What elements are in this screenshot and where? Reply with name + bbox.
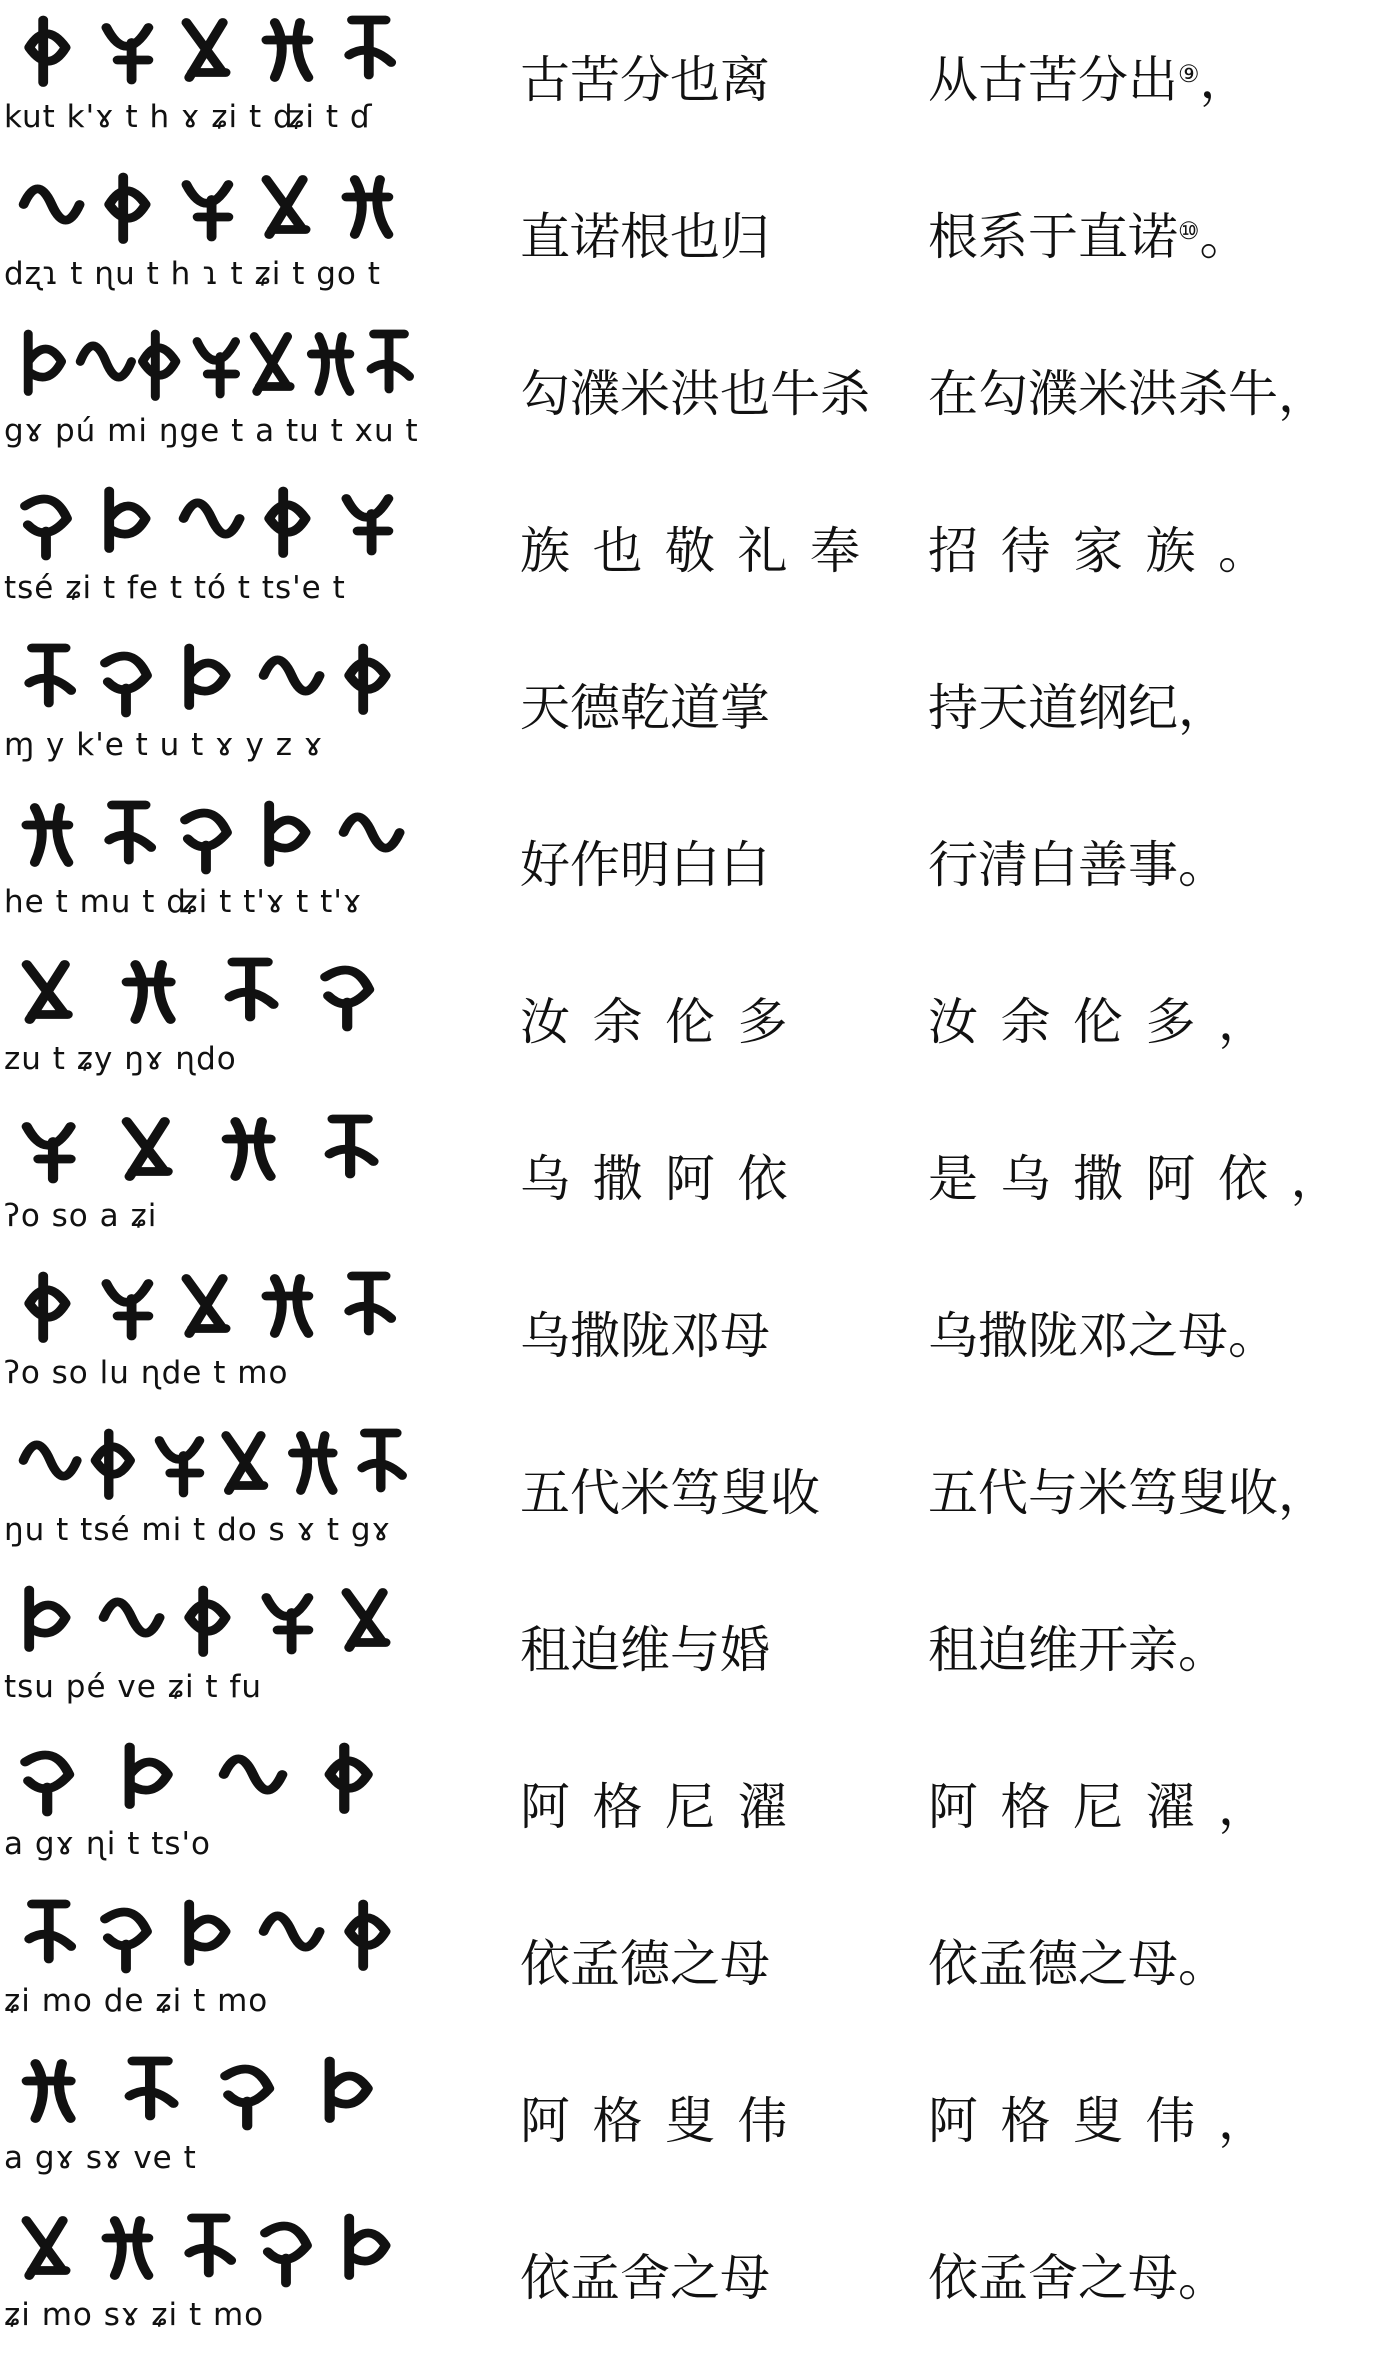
free-translation-text: 持天道纲纪 <box>928 679 1178 737</box>
yi-character <box>130 2061 174 2116</box>
yi-script-glyphs <box>14 2204 434 2288</box>
verse-line <box>0 1727 1384 1884</box>
yi-character <box>104 1602 160 1633</box>
yi-character <box>27 965 68 1020</box>
literal-translation: 阿格叟伟 <box>520 2092 810 2150</box>
verse-line <box>0 314 1384 471</box>
yi-character <box>23 1445 77 1476</box>
literal-translation: 五代米笃叟收 <box>520 1464 820 1522</box>
verse-line <box>0 1413 1384 1570</box>
literal-translation: 族也敬礼奉 <box>520 522 883 580</box>
literal-translation: 租迫维与婚 <box>520 1621 770 1679</box>
verse-line <box>0 0 1384 157</box>
free-translation-text: 汝余伦多 <box>928 993 1218 1051</box>
phonetic-transcription: dʐɿ t ɳu t h ɿ t ʑi t go t <box>4 256 381 292</box>
punctuation: ， <box>1218 2092 1291 2150</box>
yi-script-glyphs <box>14 1419 434 1503</box>
yi-character <box>25 1755 69 1812</box>
yi-character <box>28 334 61 392</box>
yi-character <box>189 1590 225 1653</box>
literal-translation: 天德乾道掌 <box>520 679 770 737</box>
phonetic-transcription: ʔo so lu ɳde t mo <box>4 1355 289 1391</box>
yi-character <box>346 1593 385 1648</box>
free-translation-text: 依孟舍之母 <box>928 2249 1178 2307</box>
yi-character <box>197 342 235 395</box>
free-translation <box>928 2246 1378 2310</box>
punctuation: 。 <box>1178 836 1228 894</box>
yi-character <box>346 180 388 235</box>
punctuation: ， <box>1218 993 1291 1051</box>
verse-line <box>0 1099 1384 1256</box>
literal-translation: 依孟舍之母 <box>520 2249 770 2307</box>
yi-character <box>185 813 227 870</box>
yi-script-glyphs <box>14 477 434 561</box>
free-translation <box>928 48 1378 112</box>
free-translation-text: 招待家族 <box>928 522 1218 580</box>
free-translation-text: 阿格叟伟 <box>928 2092 1218 2150</box>
literal-translation: 乌撒陇邓母 <box>520 1307 770 1365</box>
yi-script-glyphs <box>14 634 434 718</box>
literal-translation: 汝余伦多 <box>520 993 810 1051</box>
yi-script-glyphs <box>14 163 434 247</box>
punctuation: ， <box>1178 679 1228 737</box>
phonetic-transcription: he t mu t ʥi t t'ɤ t t'ɤ <box>4 884 363 920</box>
yi-script-glyphs <box>14 1105 434 1189</box>
yi-script-glyphs <box>14 1733 434 1817</box>
yi-character <box>106 1284 148 1337</box>
yi-character <box>95 1433 130 1496</box>
yi-character <box>224 1759 282 1790</box>
yi-character <box>225 2069 269 2126</box>
verse-line <box>0 471 1384 628</box>
yi-character <box>127 1122 168 1177</box>
yi-character <box>325 970 369 1027</box>
yi-script-glyphs <box>14 1576 434 1660</box>
yi-character <box>184 503 240 534</box>
yi-character <box>105 656 147 713</box>
yi-character <box>266 180 305 235</box>
phonetic-transcription: tsé ʑi t fe t tó t ts'e t <box>4 570 346 606</box>
yi-character <box>227 1122 271 1177</box>
yi-character <box>230 962 274 1017</box>
yi-character <box>346 499 388 552</box>
verse-line <box>0 1884 1384 2041</box>
literal-translation: 阿格尼濯 <box>520 1778 810 1836</box>
literal-translation: 直诺根也归 <box>520 208 770 266</box>
punctuation: 。 <box>1178 2249 1228 2307</box>
free-translation <box>928 205 1378 269</box>
yi-character <box>27 2064 71 2119</box>
yi-character <box>266 1598 308 1651</box>
free-translation <box>928 1461 1378 1525</box>
yi-character <box>186 1279 225 1334</box>
literal-translation: 古苦分也离 <box>520 51 770 109</box>
free-translation-text: 是乌撒阿依 <box>928 1150 1291 1208</box>
verse-line <box>0 1570 1384 1727</box>
yi-character <box>362 1433 402 1488</box>
yi-character <box>25 499 67 556</box>
yi-character <box>105 1912 147 1969</box>
punctuation: ， <box>1278 365 1328 423</box>
footnote-marker: ⑩ <box>1178 217 1200 245</box>
yi-character <box>269 491 305 554</box>
verse-line <box>0 942 1384 1099</box>
yi-script-glyphs <box>14 948 434 1032</box>
free-translation <box>928 990 1378 1054</box>
yi-character <box>349 2218 385 2276</box>
yi-character <box>371 334 409 389</box>
verse-line <box>0 2198 1384 2355</box>
literal-translation: 依孟德之母 <box>520 1935 770 1993</box>
punctuation: ， <box>1290 1150 1363 1208</box>
yi-character <box>29 20 65 83</box>
literal-translation: 好作明白白 <box>520 836 770 894</box>
yi-character <box>143 334 176 397</box>
yi-character <box>269 805 305 863</box>
yi-character <box>130 1747 168 1805</box>
yi-character <box>349 20 391 75</box>
yi-character <box>311 337 349 392</box>
yi-character <box>189 2218 231 2273</box>
free-translation <box>928 1618 1378 1682</box>
free-translation <box>928 2089 1378 2153</box>
free-translation <box>928 1147 1378 1211</box>
verse-line <box>0 628 1384 785</box>
free-translation-text: 租迫维开亲 <box>928 1621 1178 1679</box>
literal-translation: 乌撒阿依 <box>520 1150 810 1208</box>
yi-character <box>330 1747 368 1810</box>
phonetic-transcription: ŋu t tsé mi t do s ɤ t gɤ <box>4 1512 392 1548</box>
verse-line <box>0 157 1384 314</box>
free-translation <box>928 519 1378 583</box>
yi-character <box>186 185 228 238</box>
phonetic-transcription: kut k'ɤ t h ɤ ʑi t ʥi t ɗ <box>4 99 373 135</box>
free-translation <box>928 833 1378 897</box>
phonetic-transcription: ʑi mo de ʑi t mo <box>4 1983 269 2019</box>
yi-character <box>330 2061 368 2119</box>
free-translation-text: 行清白善事 <box>928 836 1178 894</box>
free-translation-text: 依孟德之母 <box>928 1935 1178 1993</box>
phonetic-transcription: gɤ pú mi ŋge t a tu t xu t <box>4 413 419 449</box>
free-translation-text: 阿格尼濯 <box>928 1778 1218 1836</box>
yi-character <box>349 1276 391 1331</box>
yi-character <box>349 648 385 711</box>
punctuation: 。 <box>1199 208 1250 266</box>
punctuation: 。 <box>1178 1935 1228 1993</box>
footnote-marker: ⑨ <box>1178 60 1200 88</box>
yi-character <box>29 1590 65 1648</box>
yi-character <box>226 1436 264 1491</box>
verse-line <box>0 785 1384 942</box>
yi-character <box>106 2221 148 2276</box>
yi-script-glyphs <box>14 6 434 90</box>
yi-character <box>106 28 148 81</box>
yi-character <box>264 660 320 691</box>
yi-character <box>26 2221 65 2276</box>
yi-character <box>344 817 400 848</box>
yi-character <box>26 808 68 863</box>
yi-character <box>330 1119 374 1174</box>
free-translation-text: 五代与米笃叟收 <box>928 1464 1278 1522</box>
yi-character <box>254 337 290 392</box>
punctuation: ， <box>1199 51 1250 109</box>
phonetic-transcription: zu t ʑy ŋɤ ɳdo <box>4 1041 237 1077</box>
yi-character <box>109 491 145 549</box>
yi-character <box>266 23 308 78</box>
verse-line <box>0 1256 1384 1413</box>
yi-character <box>189 1904 225 1962</box>
yi-character <box>264 1916 320 1947</box>
phonetic-transcription: a gɤ sɤ ve t <box>4 2140 197 2176</box>
punctuation: 。 <box>1228 1307 1278 1365</box>
punctuation: ， <box>1278 1464 1328 1522</box>
free-translation <box>928 362 1378 426</box>
phonetic-transcription: ʑi mo sɤ ʑi t mo <box>4 2297 265 2333</box>
yi-character <box>29 1276 65 1339</box>
yi-script-glyphs <box>14 1890 434 1974</box>
free-translation-text: 在勾濮米洪杀牛 <box>928 365 1278 423</box>
yi-script-glyphs <box>14 2047 434 2131</box>
punctuation: ， <box>1218 1778 1291 1836</box>
yi-character <box>109 177 145 240</box>
free-translation <box>928 676 1378 740</box>
yi-character <box>293 1436 333 1491</box>
yi-character <box>80 346 131 377</box>
yi-character <box>186 23 225 78</box>
yi-character <box>29 1904 71 1959</box>
yi-character <box>265 2226 307 2283</box>
yi-character <box>127 965 171 1020</box>
yi-script-glyphs <box>14 1262 434 1346</box>
free-translation <box>928 1932 1378 1996</box>
yi-script-glyphs <box>14 320 434 404</box>
punctuation: 。 <box>1218 522 1291 580</box>
yi-character <box>189 648 225 706</box>
yi-character <box>24 189 80 220</box>
yi-character <box>266 1279 308 1334</box>
free-translation <box>928 1775 1378 1839</box>
yi-character <box>109 805 151 860</box>
yi-character <box>29 648 71 703</box>
punctuation: 。 <box>1178 1621 1228 1679</box>
yi-character <box>349 1904 385 1967</box>
literal-translation: 勾濮米洪也牛杀 <box>520 365 870 423</box>
phonetic-transcription: a gɤ ɳi t ts'o <box>4 1826 212 1862</box>
free-translation-text: 从古苦分出 <box>928 51 1178 109</box>
phonetic-transcription: ʔo so a ʑi <box>4 1198 158 1234</box>
free-translation <box>928 1304 1378 1368</box>
free-translation-text: 乌撒陇邓之母 <box>928 1307 1228 1365</box>
yi-script-glyphs <box>14 791 434 875</box>
phonetic-transcription: tsu pé ve ʑi t fu <box>4 1669 262 1705</box>
verse-line <box>0 2041 1384 2198</box>
phonetic-transcription: ɱ y k'e t u t ɤ y z ɤ <box>4 727 324 763</box>
free-translation-text: 根系于直诺 <box>928 208 1178 266</box>
yi-character <box>159 1441 199 1494</box>
yi-character <box>27 1127 71 1180</box>
